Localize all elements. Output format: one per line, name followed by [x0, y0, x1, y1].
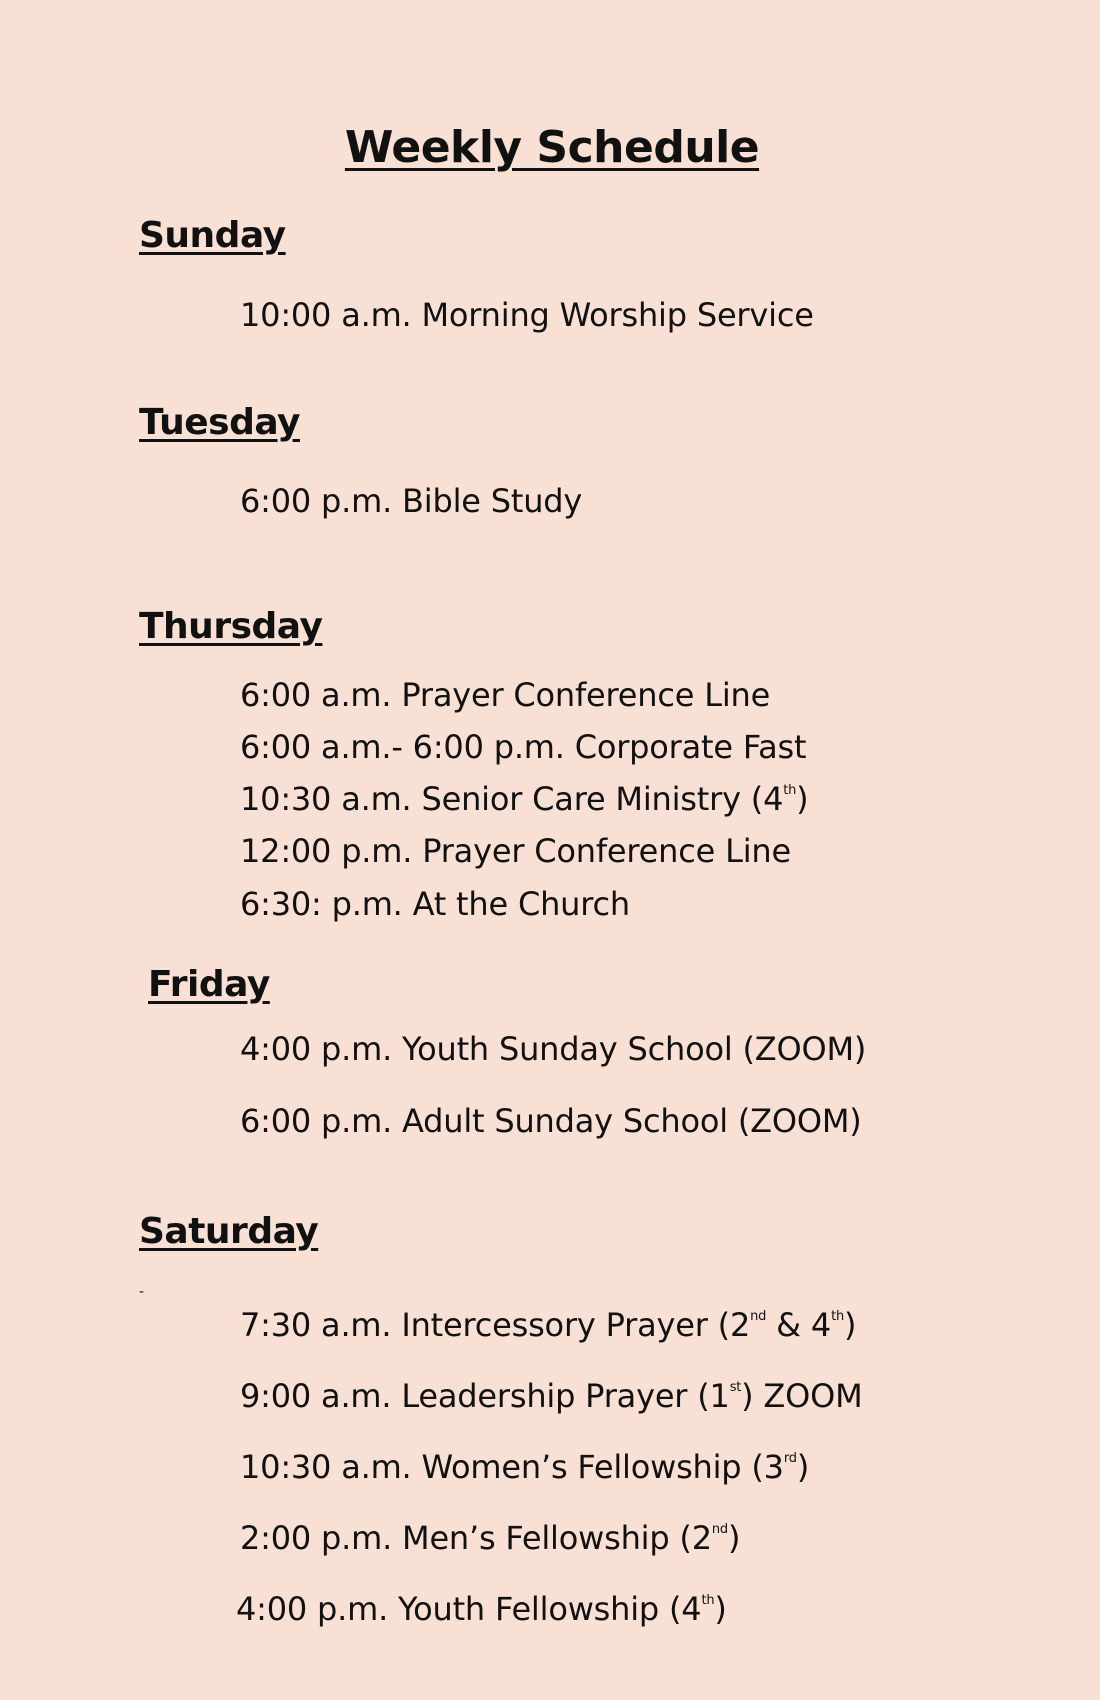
schedule-item: 6:30: p.m. At the Church	[240, 885, 630, 923]
ordinal-suffix: rd	[783, 1451, 797, 1466]
schedule-item: 6:00 a.m.- 6:00 p.m. Corporate Fast	[240, 728, 807, 766]
schedule-item: 4:00 p.m. Youth Sunday School (ZOOM)	[240, 1030, 867, 1068]
schedule-item: 10:00 a.m. Morning Worship Service	[240, 296, 814, 334]
schedule-item: 6:00 p.m. Adult Sunday School (ZOOM)	[240, 1102, 862, 1140]
schedule-item	[236, 1590, 727, 1628]
ordinal-suffix: th	[783, 783, 797, 798]
schedule-item-text: 2:00 p.m. Men’s Fellowship (2	[240, 1519, 712, 1557]
schedule-item-text-mid: & 4	[766, 1306, 832, 1344]
page-title	[0, 122, 1100, 173]
schedule-item-text: 9:00 a.m. Leadership Prayer (1	[240, 1377, 730, 1415]
schedule-item-text: 10:30 a.m. Senior Care Ministry (4	[240, 780, 784, 818]
ordinal-suffix: th	[701, 1593, 715, 1608]
schedule-item	[240, 780, 809, 818]
schedule-item-text-end: )	[844, 1306, 857, 1344]
schedule-item-text-end: )	[727, 1519, 741, 1557]
schedule-item-text-end: )	[796, 780, 809, 818]
schedule-item-text-end: )	[714, 1590, 727, 1628]
schedule-item: 12:00 p.m. Prayer Conference Line	[240, 832, 791, 870]
ordinal-suffix: st	[729, 1380, 742, 1395]
ordinal-suffix: nd	[711, 1522, 728, 1537]
schedule-item: 6:00 p.m. Bible Study	[240, 482, 583, 520]
ordinal-suffix: nd	[750, 1309, 767, 1324]
page-title-text: Weekly Schedule	[344, 122, 760, 173]
day-heading-friday: Friday	[148, 964, 270, 1005]
schedule-item	[240, 1377, 863, 1415]
schedule-item-text: 4:00 p.m. Youth Fellowship (4	[236, 1590, 702, 1628]
day-heading-saturday: Saturday	[139, 1211, 319, 1252]
schedule-item	[240, 1519, 741, 1557]
schedule-item	[240, 1306, 857, 1344]
schedule-item-text-end: ) ZOOM	[741, 1377, 863, 1415]
ordinal-suffix: th	[831, 1309, 844, 1324]
stray-dash: -	[139, 1284, 145, 1300]
schedule-item-text-end: )	[796, 1448, 810, 1486]
day-heading-sunday: Sunday	[139, 215, 286, 256]
schedule-item	[240, 1448, 810, 1486]
day-heading-tuesday: Tuesday	[139, 402, 300, 443]
day-heading-thursday: Thursday	[139, 606, 323, 647]
schedule-item-text: 7:30 a.m. Intercessory Prayer (2	[240, 1306, 751, 1344]
schedule-item-text: 10:30 a.m. Women’s Fellowship (3	[240, 1448, 784, 1486]
schedule-item: 6:00 a.m. Prayer Conference Line	[240, 676, 771, 714]
